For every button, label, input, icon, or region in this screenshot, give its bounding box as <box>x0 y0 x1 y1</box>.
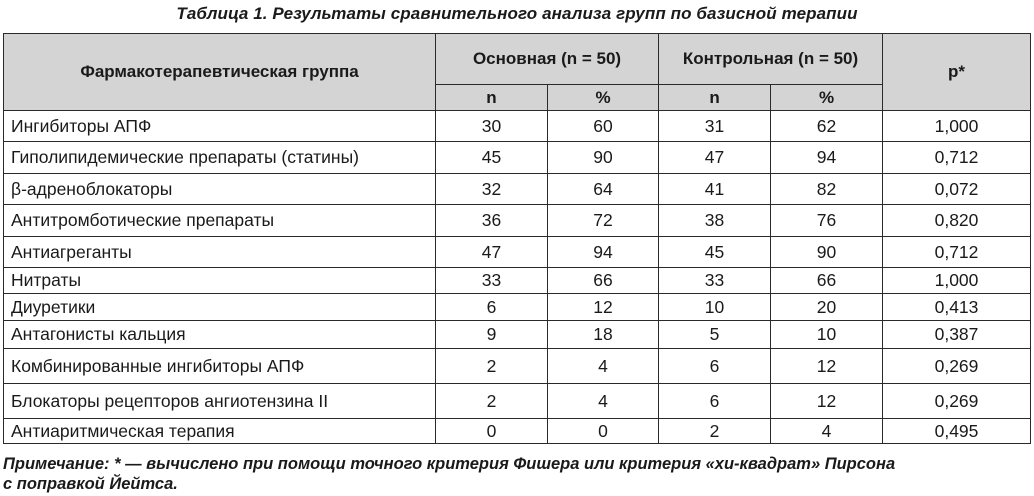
main-n-value: 9 <box>436 321 548 349</box>
control-n-value: 5 <box>659 321 771 349</box>
header-control-group: Контрольная (n = 50) <box>659 34 883 85</box>
p-value: 0,820 <box>883 205 1031 237</box>
drug-group-name: Гиполипидемические препараты (статины) <box>4 142 436 174</box>
control-pct-value: 12 <box>771 349 883 384</box>
note-line-2: с поправкой Йейтса. <box>3 475 178 493</box>
main-pct-value: 60 <box>548 111 659 142</box>
control-pct-value: 10 <box>771 321 883 349</box>
main-pct-value: 0 <box>548 419 659 444</box>
table-note <box>3 454 1033 494</box>
table-caption: Таблица 1. Результаты сравнительного анализа групп по базисной терапии <box>176 4 858 23</box>
table-row <box>4 142 1031 174</box>
table-row <box>4 205 1031 237</box>
p-value: 0,269 <box>883 384 1031 419</box>
control-pct-value: 94 <box>771 142 883 174</box>
drug-group-name: Антитромботические препараты <box>4 205 436 237</box>
drug-group-name: Блокаторы рецепторов ангиотензина II <box>4 384 436 419</box>
main-n-value: 2 <box>436 384 548 419</box>
control-pct-value: 12 <box>771 384 883 419</box>
p-value: 0,072 <box>883 174 1031 205</box>
control-pct-value: 66 <box>771 268 883 294</box>
p-value: 0,387 <box>883 321 1031 349</box>
drug-group-name: Антиагреганты <box>4 237 436 268</box>
p-value: 1,000 <box>883 268 1031 294</box>
drug-group-name: Диуретики <box>4 294 436 321</box>
control-n-value: 10 <box>659 294 771 321</box>
table-row <box>4 237 1031 268</box>
control-n-value: 31 <box>659 111 771 142</box>
control-n-value: 38 <box>659 205 771 237</box>
p-value: 0,269 <box>883 349 1031 384</box>
main-pct-value: 66 <box>548 268 659 294</box>
p-value: 0,413 <box>883 294 1031 321</box>
control-n-value: 41 <box>659 174 771 205</box>
drug-group-name: Ингибиторы АПФ <box>4 111 436 142</box>
header-main-group: Основная (n = 50) <box>436 34 659 85</box>
control-pct-value: 82 <box>771 174 883 205</box>
table-body <box>4 111 1031 444</box>
table-row <box>4 294 1031 321</box>
header-group: Фармакотерапевтическая группа <box>4 34 436 111</box>
main-pct-value: 94 <box>548 237 659 268</box>
note-line-1: Примечание: * — вычислено при помощи точного критерия Фишера или критерия «хи-квадрат» Пирсона <box>3 455 896 473</box>
control-n-value: 45 <box>659 237 771 268</box>
main-n-value: 36 <box>436 205 548 237</box>
control-pct-value: 62 <box>771 111 883 142</box>
control-n-value: 33 <box>659 268 771 294</box>
table-row <box>4 419 1031 444</box>
main-n-value: 33 <box>436 268 548 294</box>
p-value: 0,712 <box>883 237 1031 268</box>
main-pct-value: 4 <box>548 349 659 384</box>
control-n-value: 6 <box>659 384 771 419</box>
table-row <box>4 174 1031 205</box>
header-main-n: n <box>436 85 548 111</box>
header-main-pct: % <box>548 85 659 111</box>
main-pct-value: 4 <box>548 384 659 419</box>
p-value: 0,495 <box>883 419 1031 444</box>
control-pct-value: 76 <box>771 205 883 237</box>
main-pct-value: 90 <box>548 142 659 174</box>
table-row <box>4 268 1031 294</box>
drug-group-name: Антагонисты кальция <box>4 321 436 349</box>
main-n-value: 30 <box>436 111 548 142</box>
control-pct-value: 90 <box>771 237 883 268</box>
drug-group-name: Антиаритмическая терапия <box>4 419 436 444</box>
main-pct-value: 72 <box>548 205 659 237</box>
main-n-value: 0 <box>436 419 548 444</box>
header-p: p* <box>883 34 1031 111</box>
table-row <box>4 384 1031 419</box>
results-table <box>3 33 1031 444</box>
control-n-value: 6 <box>659 349 771 384</box>
p-value: 0,712 <box>883 142 1031 174</box>
drug-group-name: Комбинированные ингибиторы АПФ <box>4 349 436 384</box>
control-pct-value: 4 <box>771 419 883 444</box>
main-pct-value: 12 <box>548 294 659 321</box>
table-row <box>4 321 1031 349</box>
main-pct-value: 18 <box>548 321 659 349</box>
control-n-value: 47 <box>659 142 771 174</box>
drug-group-name: Нитраты <box>4 268 436 294</box>
header-control-n: n <box>659 85 771 111</box>
control-pct-value: 20 <box>771 294 883 321</box>
header-control-pct: % <box>771 85 883 111</box>
main-n-value: 45 <box>436 142 548 174</box>
table-row <box>4 111 1031 142</box>
main-n-value: 6 <box>436 294 548 321</box>
p-value: 1,000 <box>883 111 1031 142</box>
main-pct-value: 64 <box>548 174 659 205</box>
main-n-value: 2 <box>436 349 548 384</box>
main-n-value: 47 <box>436 237 548 268</box>
control-n-value: 2 <box>659 419 771 444</box>
table-row <box>4 349 1031 384</box>
drug-group-name: β-адреноблокаторы <box>4 174 436 205</box>
main-n-value: 32 <box>436 174 548 205</box>
